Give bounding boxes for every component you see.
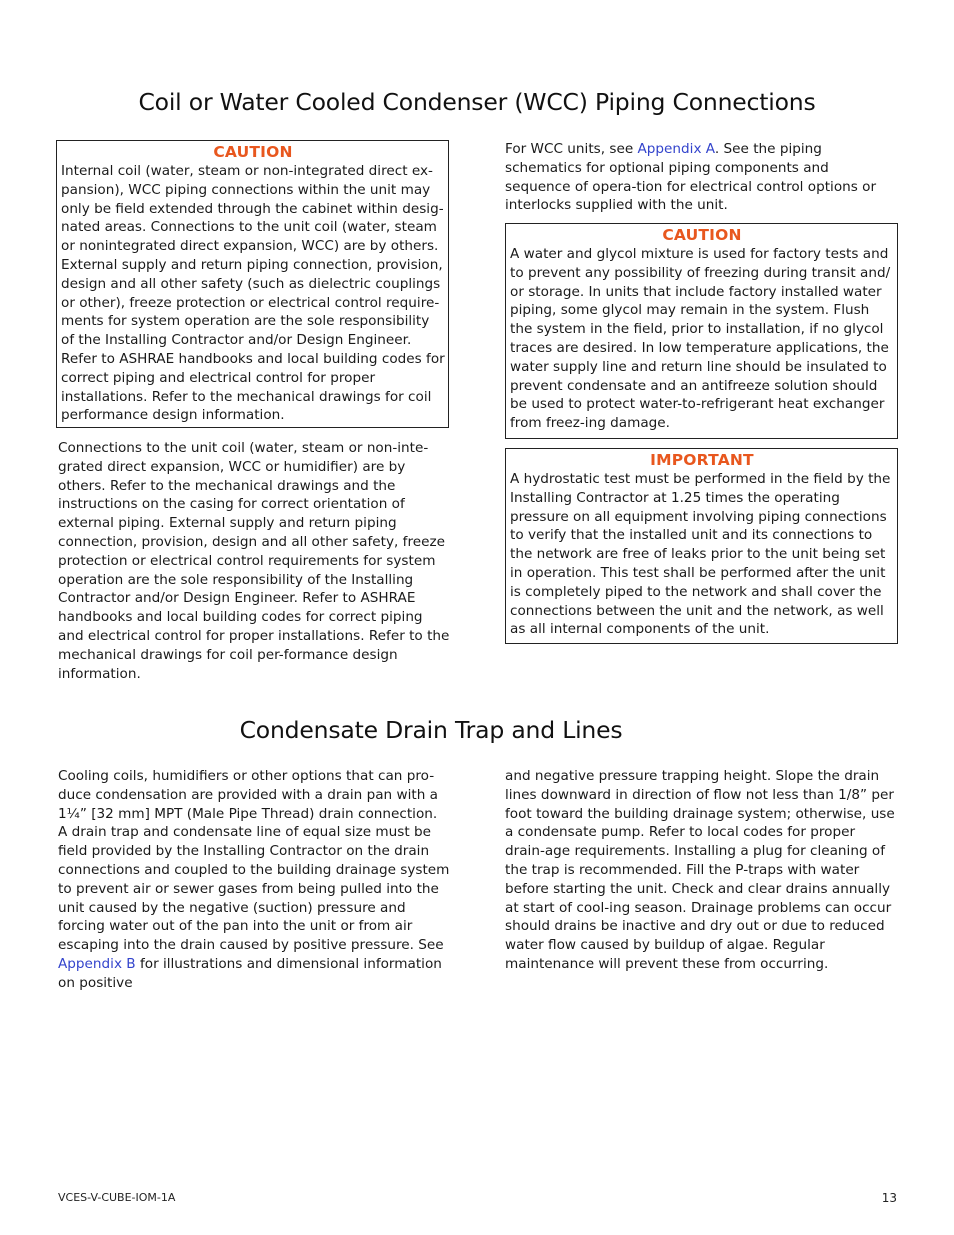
important-box — [505, 448, 898, 644]
drain-left-paragraph — [58, 767, 450, 993]
paragraph-text — [58, 767, 450, 993]
text-before-link: For WCC units, see — [505, 141, 638, 157]
paragraph-text: and negative pressure trapping height. Slope the drain lines downward in direction of flow not less than 1/8” per foot toward the building drainage system; otherwise, use a condensate pump. Refer to local codes for proper drain-age requirements. Installing a plug for cleaning of the trap is recommended. Fill the P-traps with water before starting the unit. Check and clear drains annually at start of cool-ing season. Drainage problems can occur should drains be inactive and dry out or due to reduced water flow caused by buildup of algae. Regular maintenance will prevent these from occurring. — [505, 768, 895, 972]
footer-doc-code: VCES-V-CUBE-IOM-1A — [58, 1191, 176, 1204]
drain-right-paragraph — [505, 767, 898, 974]
paragraph-text — [505, 140, 898, 215]
important-text: A hydrostatic test must be performed in the field by the Installing Contractor at 1.25 times the operating pressure on all equipment involving piping connections to verify that the installed unit and its connections to the network are free of leaks prior to the unit being set in operation. This test shall be performed after the unit is completely piped to the network and shall cover the connections between the unit and the network, as well as all internal components of the unit. — [510, 471, 891, 638]
text-after-link: for illustrations and dimensional information on positive — [58, 955, 442, 991]
caution-title: CAUTION — [213, 143, 293, 161]
section-heading-piping: Coil or Water Cooled Condenser (WCC) Piping Connections — [138, 88, 816, 116]
important-title: IMPORTANT — [650, 451, 754, 469]
text-before-link: Cooling coils, humidifiers or other options that can pro-duce condensation are provided with a drain pan with a 1¼” [32 mm] MPT (Male Pipe Thread) drain connection. A drain trap and condensate line of equal size must be field provided by the Installing Contractor on the drain connections and coupled to the building drainage system to prevent air or sewer gases from being pulled into the unit caused by the negative (suction) pressure and forcing water out of the pan into the unit or from air escaping into the drain caused by positive pressure. See — [58, 768, 450, 954]
caution-text: Internal coil (water, steam or non-integrated direct ex-pansion), WCC piping connections within the unit may only be field extended through the cabinet within desig-nated areas. Connections to the unit coil (water, steam or nonintegrated direct expansion, WCC) are by others. External supply and return piping connection, provision, design and all other safety (such as dielectric couplings or other), freeze protection or electrical control require-ments for system operation are the sole responsibility of the Installing Contractor and/or Design Engineer. Refer to ASHRAE handbooks and local building codes for correct piping and electrical control for proper installations. Refer to the mechanical drawings for coil performance design information. — [61, 163, 445, 424]
text-after-link: . See the piping schematics for optional piping components and sequence of opera-tion for electrical control options or interlocks supplied with the unit. — [505, 141, 877, 214]
caution-title: CAUTION — [662, 226, 742, 244]
piping-left-paragraph — [58, 439, 450, 683]
caution-text: A water and glycol mixture is used for factory tests and to prevent any possibility of freezing during transit and/ or storage. In units that include factory installed water piping, some glycol may remain in the system. Flush the system in the field, prior to installation, if no glycol traces are desired. In low temperature applications, the water supply line and return line should be insulated to prevent condensate and an antifreeze solution should be used to protect water-to-refrigerant heat exchanger from freez-ing damage. — [510, 246, 891, 432]
paragraph-text: Connections to the unit coil (water, steam or non-inte-grated direct expansion, WCC or humidifier) are by others. Refer to the mechanical drawings and the instructions on the casing for correct orientation of external piping. External supply and return piping connection, provision, design and all other safety, freeze protection or electrical control requirements for system operation are the sole responsibility of the Installing Contractor and/or Design Engineer. Refer to ASHRAE handbooks and local building codes for correct piping and electrical control for proper installations. Refer to the mechanical drawings for coil per-formance design information. — [58, 440, 450, 682]
appendix-a-link[interactable]: Appendix A — [637, 141, 715, 157]
piping-right-paragraph — [505, 140, 898, 215]
section-heading-drain: Condensate Drain Trap and Lines — [239, 716, 623, 744]
caution-box-left — [56, 140, 449, 428]
footer-page-number: 13 — [881, 1191, 897, 1205]
caution-box-right — [505, 223, 898, 439]
appendix-b-link[interactable]: Appendix B — [58, 955, 136, 972]
